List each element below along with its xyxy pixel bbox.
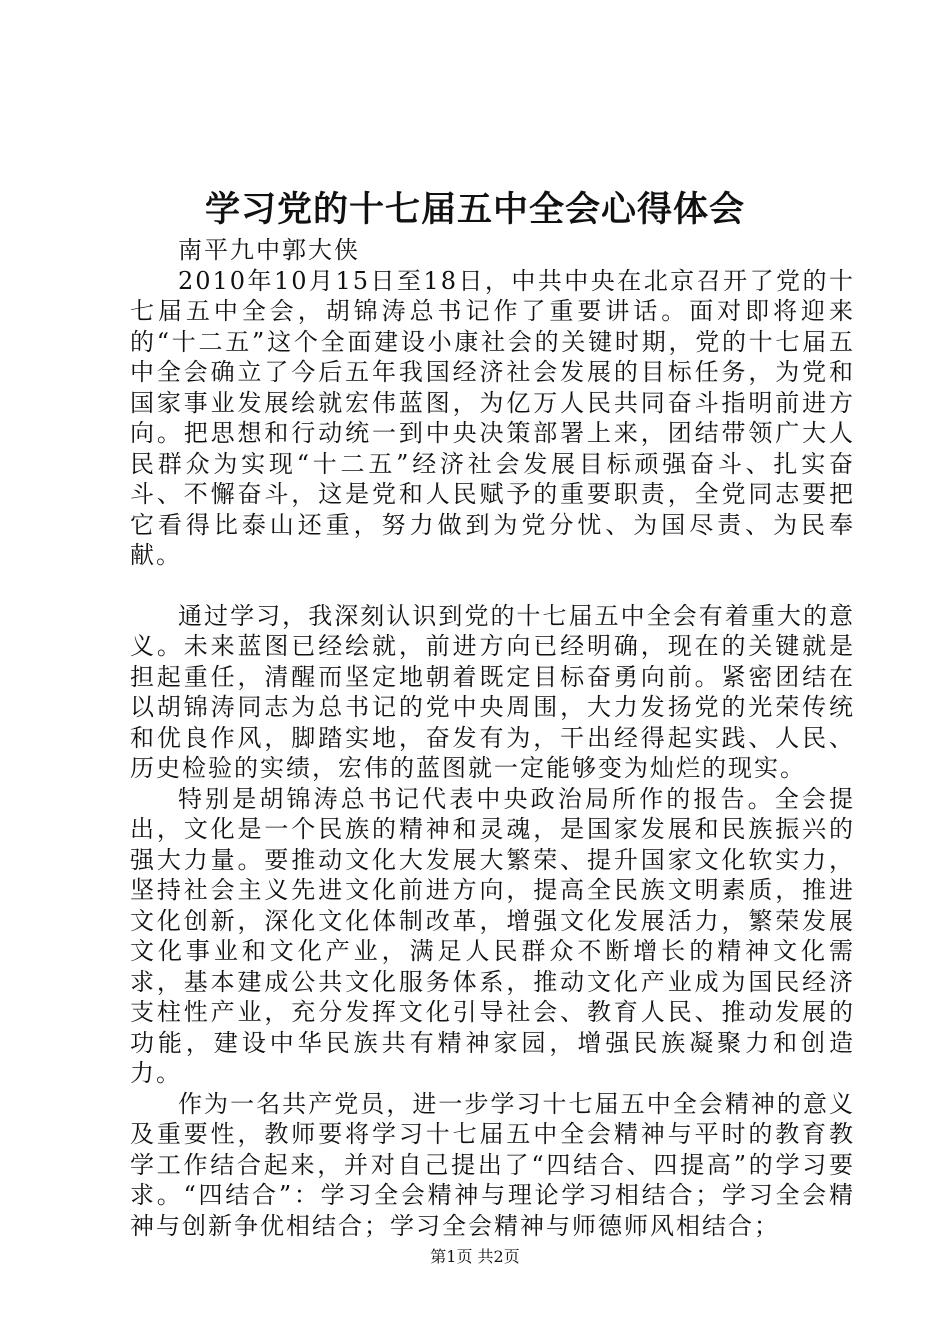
paragraph-4: 作为一名共产党员，进一步学习十七届五中全会精神的意义及重要性，教师要将学习十七届五中全会精神与平时的教育教学工作结合起来，并对自己提出了“四结合、四提高”的学习要求。“四结合”：学习全会精神与理论学习相结合；学习全会精神与创新争优相结合；学习全会精神与师德师风相结合； <box>130 1089 855 1240</box>
page-footer: 第1页 共2页 <box>430 1247 520 1266</box>
paragraph-1: 2010年10月15日至18日，中共中央在北京召开了党的十七届五中全会，胡锦涛总书记作了重要讲话。面对即将迎来的“十二五”这个全面建设小康社会的关键时期，党的十七届五中全会确立了今后五年我国经济社会发展的目标任务，为党和国家事业发展绘就宏伟蓝图，为亿万人民共同奋斗指明前进方向。把思想和行动统一到中央决策部署上来，团结带领广大人民群众为实现“十二五”经济社会发展目标顽强奋斗、扎实奋斗、不懈奋斗，这是党和人民赋予的重要职责，全党同志要把它看得比泰山还重，努力做到为党分忧、为国尽责、为民奉献。 <box>130 266 855 569</box>
document-body <box>130 235 855 1241</box>
author-line: 南平九中郭大侠 <box>178 236 360 264</box>
paragraph-3: 特别是胡锦涛总书记代表中央政治局所作的报告。全会提出，文化是一个民族的精神和灵魂，是国家发展和民族振兴的强大力量。要推动文化大发展大繁荣、提升国家文化软实力，坚持社会主义先进文化前进方向，提高全民族文明素质，推进文化创新，深化文化体制改革，增强文化发展活力，繁荣发展文化事业和文化产业，满足人民群众不断增长的精神文化需求，基本建成公共文化服务体系，推动文化产业成为国民经济支柱性产业，充分发挥文化引导社会、教育人民、推动发展的功能，建设中华民族共有精神家园，增强民族凝聚力和创造力。 <box>130 784 855 1087</box>
document-title: 学习党的十七届五中全会心得体会 <box>204 189 745 230</box>
paragraph-2: 通过学习，我深刻认识到党的十七届五中全会有着重大的意义。未来蓝图已经绘就，前进方向已经明确，现在的关键就是担起重任，清醒而坚定地朝着既定目标奋勇向前。紧密团结在以胡锦涛同志为总书记的党中央周围，大力发扬党的光荣传统和优良作风，脚踏实地，奋发有为，干出经得起实践、人民、历史检验的实绩，宏伟的蓝图就一定能够变为灿烂的现实。 <box>130 601 855 782</box>
